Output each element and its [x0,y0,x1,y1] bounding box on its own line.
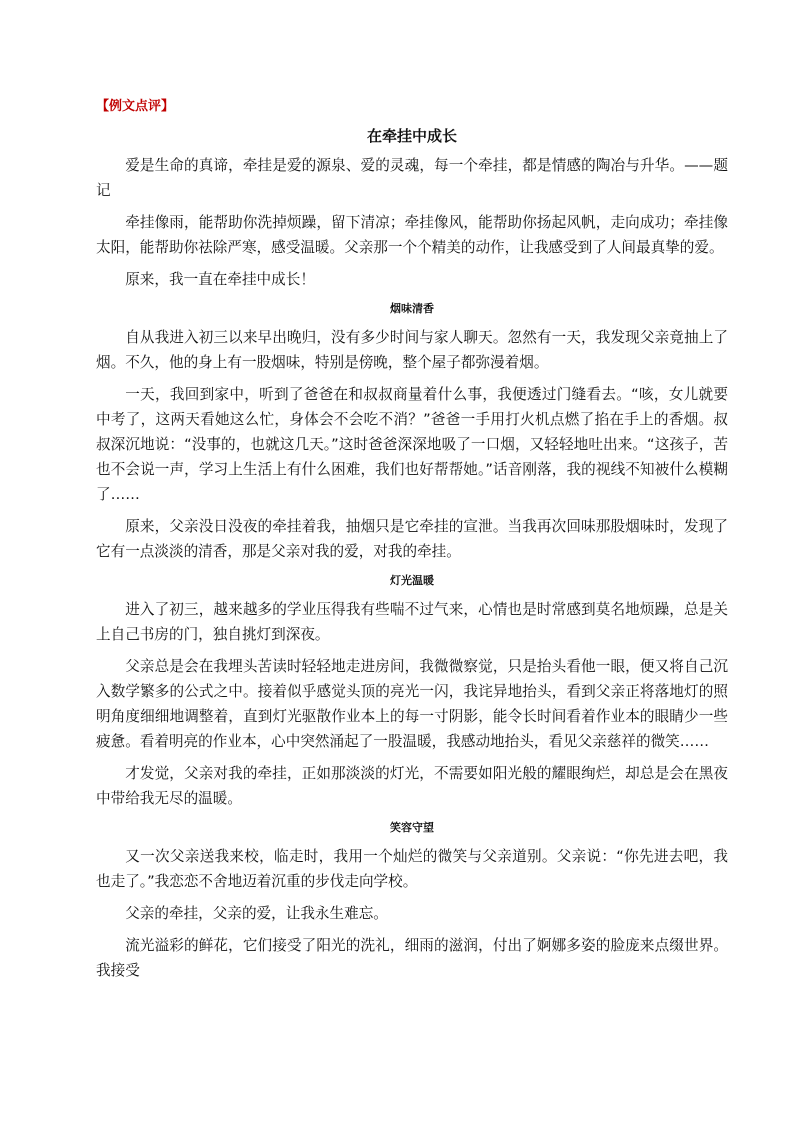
document-page [96,97,728,990]
section-heading-light: 灯光温暖 [390,574,434,587]
paragraph: 原来，父亲没日没夜的牵挂着我，抽烟只是它牵挂的宣泄。当我再次回味那股烟味时，发现了它有一点淡淡的清香，那是父亲对我的爱，对我的牵挂。 [96,518,728,560]
paragraph: 自从我进入初三以来早出晚归，没有多少时间与家人聊天。忽然有一天，我发现父亲竟抽上了烟。不久，他的身上有一股烟味，特别是傍晚，整个屋子都弥漫着烟。 [96,329,728,371]
paragraph: 牵挂像雨，能帮助你洗掉烦躁，留下清凉；牵挂像风，能帮助你扬起风帆，走向成功；牵挂像太阳，能帮助你祛除严寒，感受温暖。父亲那一个个精美的动作，让我感受到了人间最真挚的爱。 [96,214,728,256]
section-heading-smile: 笑容守望 [390,821,434,834]
paragraph: 流光溢彩的鲜花，它们接受了阳光的洗礼，细雨的滋润，付出了婀娜多姿的脸庞来点缀世界。我接受 [96,937,728,979]
paragraph: 才发觉，父亲对我的牵挂，正如那淡淡的灯光，不需要如阳光般的耀眼绚烂，却总是会在黑夜中带给我无尽的温暖。 [96,765,728,807]
paragraph: 父亲总是会在我埋头苦读时轻轻地走进房间，我微微察觉，只是抬头看他一眼，便又将自己沉入数学繁多的公式之中。接着似乎感觉头顶的亮光一闪，我诧异地抬头，看到父亲正将落地灯的照明角度细细地调整着，直到灯光驱散作业本上的每一寸阴影，能令长时间看着作业本的眼睛少一些疲惫。看着明亮的作业本，心中突然涌起了一股温暖，我感动地抬头，看见父亲慈祥的微笑…… [96,658,728,750]
paragraph: 原来，我一直在牵挂中成长！ [125,271,315,288]
paragraph: 父亲的牵挂，父亲的爱，让我永生难忘。 [125,905,388,922]
essay-title: 在牵挂中成长 [366,127,457,145]
paragraph: 一天，我回到家中，听到了爸爸在和叔叔商量着什么事，我便透过门缝看去。“咳，女儿就要中考了，这两天看她这么忙，身体会不会吃不消？”爸爸一手用打火机点燃了掐在手上的香烟。叔叔深沉地说：“没事的，也就这几天。”这时爸爸深深地吸了一口烟，又轻轻地吐出来。“这孩子，苦也不会说一声，学习上生活上有什么困难，我们也好帮帮她。”话音刚落，我的视线不知被什么模糊了…… [96,386,728,503]
paragraph-epigraph: 爱是生命的真谛，牵挂是爱的源泉、爱的灵魂，每一个牵挂，都是情感的陶冶与升华。——题记 [96,157,728,199]
section-heading-smoke: 烟味清香 [390,302,434,315]
paragraph: 进入了初三，越来越多的学业压得我有些喘不过气来，心情也是时常感到莫名地烦躁，总是关上自己书房的门，独自挑灯到深夜。 [96,601,728,643]
section-label: 【例文点评】 [96,99,175,114]
paragraph: 又一次父亲送我来校，临走时，我用一个灿烂的微笑与父亲道别。父亲说：“你先进去吧，我也走了。”我恋恋不舍地迈着沉重的步伐走向学校。 [96,848,728,890]
